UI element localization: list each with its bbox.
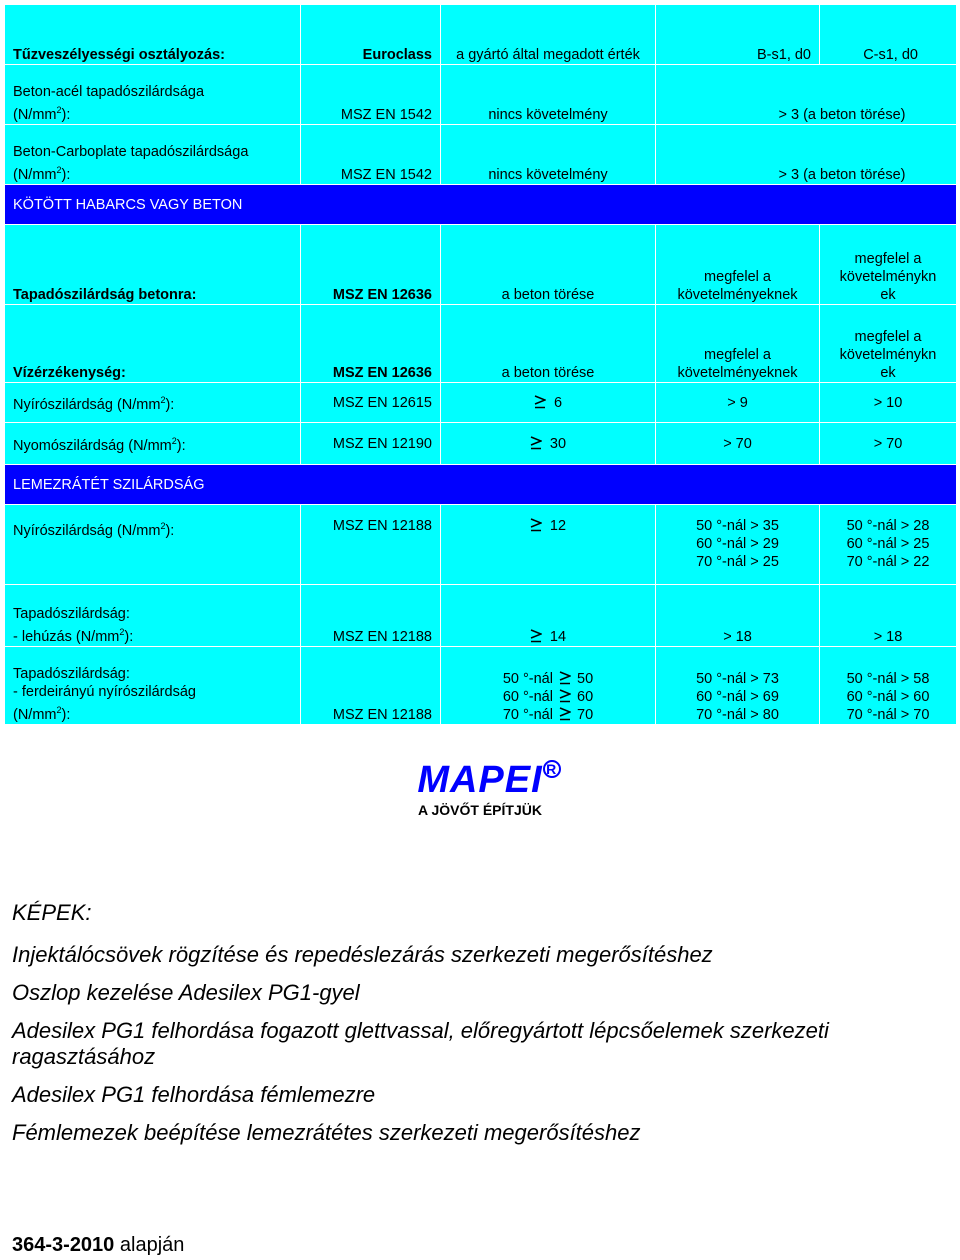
brand-name: MAPEI R: [417, 758, 542, 802]
manufacturer-cell: 50 °-nál 50 60 °-nál 60 70 °-nál 70: [441, 647, 656, 725]
table-row: [5, 125, 957, 185]
fire-class-label: Tűzveszélyességi osztályozás:: [5, 5, 301, 65]
caption-item: Injektálócsövek rögzítése és repedéslezárás szerkezeti megerősítéshez: [12, 942, 713, 967]
table-row: [5, 65, 957, 125]
manufacturer-cell: 30: [441, 423, 656, 465]
caption-item: Adesilex PG1 felhordása fogazott glettvassal, előregyártott lépcsőelemek szerkezeti ragasztásához: [12, 1018, 829, 1069]
value-cell: 50 °-nál > 58 60 °-nál > 60 70 °-nál > 70: [820, 647, 957, 725]
value-cell: 50 °-nál > 35 60 °-nál > 29 70 °-nál > 25: [656, 505, 820, 585]
row-label: Nyírószilárdság $(N/mm^2)$:: [5, 505, 301, 585]
value-cell: > 3 (a beton törése): [656, 125, 957, 185]
standard-cell: MSZ EN 12188: [301, 585, 441, 647]
manufacturer-cell: a beton törése: [441, 305, 656, 383]
section-header-row: [5, 185, 957, 225]
standard-cell: MSZ EN 12188: [301, 647, 441, 725]
standard-cell: MSZ EN 12636: [301, 305, 441, 383]
standard-cell: MSZ EN 12190: [301, 423, 441, 465]
value-cell: > 18: [656, 585, 820, 647]
standard-cell: MSZ EN 12615: [301, 383, 441, 423]
registered-mark-icon: R: [543, 760, 561, 778]
greater-equal-icon: [534, 395, 546, 409]
document-code-suffix: alapján: [119, 1234, 185, 1256]
row-label: Beton-acél tapadószilárdsága $(N/mm^2)$:: [5, 65, 301, 125]
greater-equal-icon: [530, 436, 542, 450]
section-header-row: [5, 465, 957, 505]
standard-cell: MSZ EN 12636: [301, 225, 441, 305]
greater-equal-icon: [559, 671, 571, 685]
fire-class-col5: C-s1, d0: [820, 5, 957, 65]
row-label: Tapadószilárdság: - lehúzás $(N/mm^2)$:: [5, 585, 301, 647]
caption-item: Adesilex PG1 felhordása fémlemezre: [12, 1082, 376, 1107]
value-cell: > 9: [656, 383, 820, 423]
table-row: [5, 647, 957, 725]
row-label: Tapadószilárdság: - ferdeirányú nyírószilárdság $(N/mm^2)$:: [5, 647, 301, 725]
table-row: [5, 585, 957, 647]
fire-class-standard: Euroclass: [301, 5, 441, 65]
standard-cell: MSZ EN 1542: [301, 65, 441, 125]
row-label: Vízérzékenység:: [5, 305, 301, 383]
caption-item: Fémlemezek beépítése lemezrátétes szerkezeti megerősítéshez: [12, 1120, 641, 1145]
value-cell: megfelel a követelménykn ek: [820, 305, 957, 383]
section-title: LEMEZRÁTÉT SZILÁRDSÁG: [5, 465, 957, 505]
document-footer: [12, 1234, 184, 1257]
value-cell: megfelel a követelményeknek: [656, 305, 820, 383]
table-row: [5, 305, 957, 383]
manufacturer-cell: nincs követelmény: [441, 65, 656, 125]
standard-cell: MSZ EN 12188: [301, 505, 441, 585]
technical-data-table: [4, 4, 957, 725]
value-cell: > 3 (a beton törése): [656, 65, 957, 125]
table-row: [5, 225, 957, 305]
standard-cell: MSZ EN 1542: [301, 125, 441, 185]
row-label: Tapadószilárdság betonra:: [5, 225, 301, 305]
section-title: KÖTÖTT HABARCS VAGY BETON: [5, 185, 957, 225]
value-cell: > 18: [820, 585, 957, 647]
row-label: Nyírószilárdság $(N/mm^2)$:: [5, 383, 301, 423]
manufacturer-cell: 6: [441, 383, 656, 423]
value-cell: > 70: [656, 423, 820, 465]
fire-class-col4: B-s1, d0: [656, 5, 820, 65]
images-heading: KÉPEK:: [12, 900, 92, 925]
value-cell: megfelel a követelménykn ek: [820, 225, 957, 305]
table-row: [5, 423, 957, 465]
row-label: Nyomószilárdság $(N/mm^2)$:: [5, 423, 301, 465]
table-row: [5, 5, 957, 65]
greater-equal-icon: [530, 629, 542, 643]
row-label: Beton-Carboplate tapadószilárdsága $(N/mm^2)$:: [5, 125, 301, 185]
value-cell: 50 °-nál > 28 60 °-nál > 25 70 °-nál > 22: [820, 505, 957, 585]
value-cell: 50 °-nál > 73 60 °-nál > 69 70 °-nál > 80: [656, 647, 820, 725]
manufacturer-cell: 12: [441, 505, 656, 585]
value-cell: megfelel a követelményeknek: [656, 225, 820, 305]
image-captions: [12, 900, 912, 1158]
mapei-logo: [0, 758, 960, 818]
caption-item: Oszlop kezelése Adesilex PG1-gyel: [12, 980, 360, 1005]
manufacturer-cell: 14: [441, 585, 656, 647]
table-row: [5, 505, 957, 585]
table-row: [5, 383, 957, 423]
manufacturer-cell: a beton törése: [441, 225, 656, 305]
manufacturer-cell: nincs követelmény: [441, 125, 656, 185]
document-code: 364-3-2010: [12, 1234, 115, 1256]
tagline: A JÖVŐT ÉPÍTJÜK: [418, 802, 542, 818]
greater-equal-icon: [530, 518, 542, 532]
value-cell: > 70: [820, 423, 957, 465]
value-cell: > 10: [820, 383, 957, 423]
manufacturer-header: a gyártó által megadott érték: [441, 5, 656, 65]
greater-equal-icon: [559, 707, 571, 721]
greater-equal-icon: [559, 689, 571, 703]
